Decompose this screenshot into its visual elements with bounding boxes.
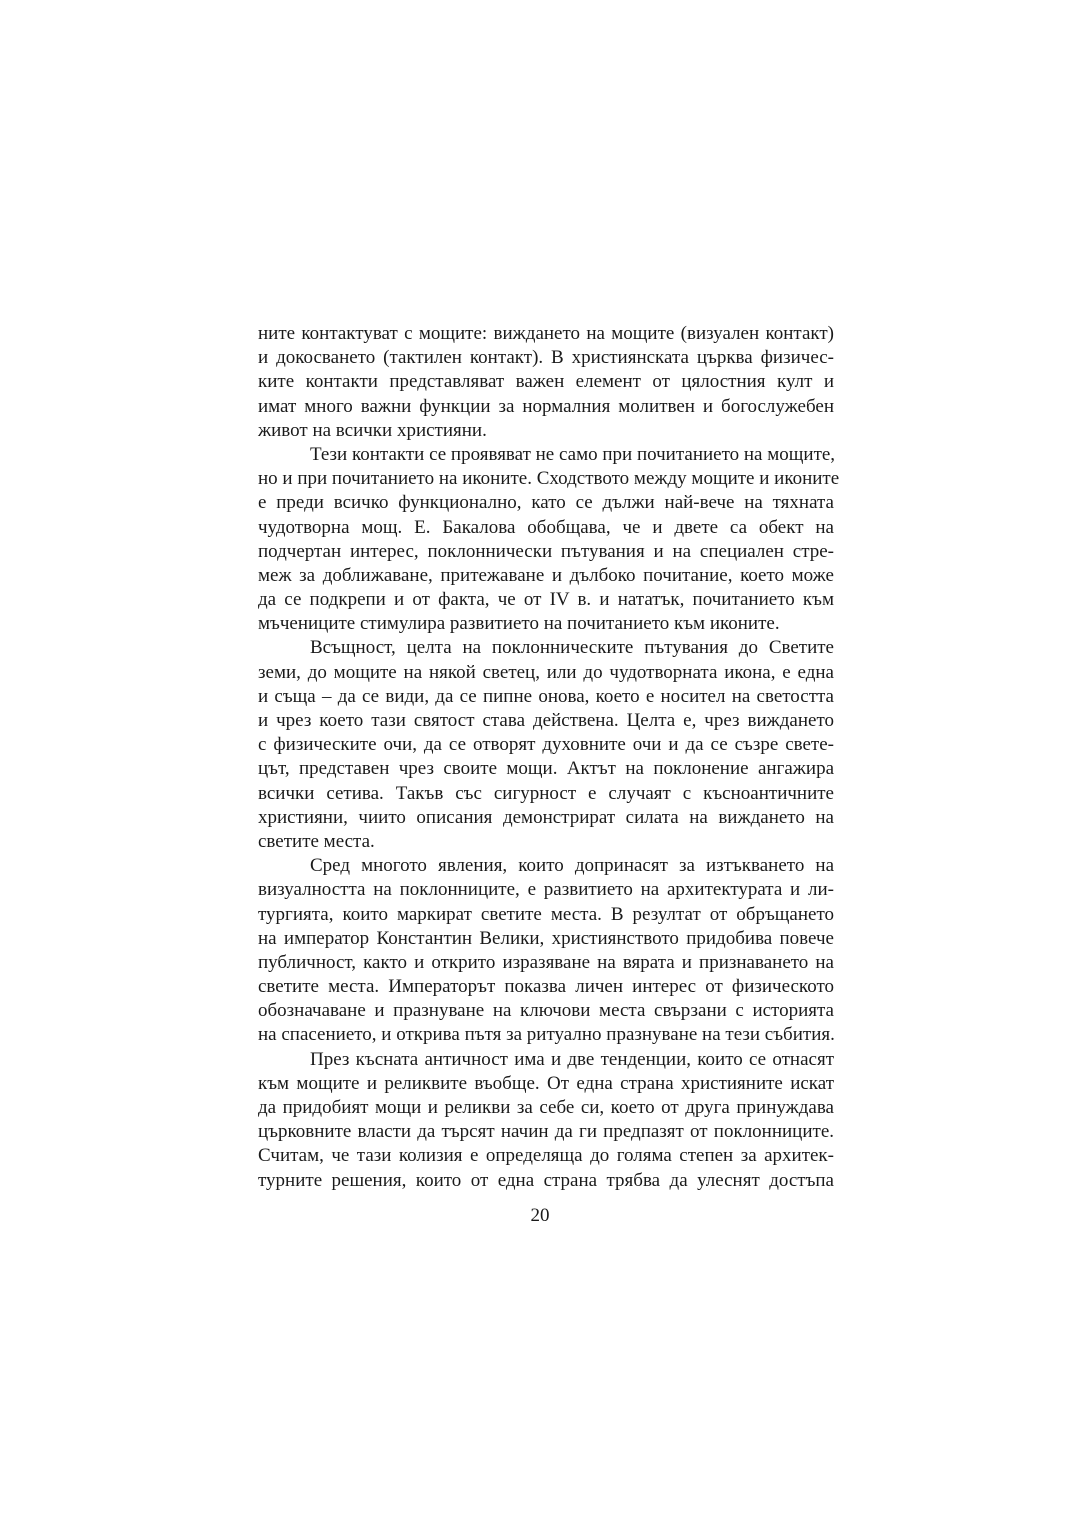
text-line: меж за доближаване, притежаване и дълбоко почитание, което може [258,564,834,586]
text-line: Тези контакти се проявяват не само при почитанието на мощите, [310,443,836,465]
text-line: Считам, че тази колизия е определяща до голяма степен за архитек- [258,1145,834,1167]
text-line: имат много важни функции за нормалния молитвен и богослужебен [258,395,834,417]
paragraph [258,854,834,1048]
text-line: публичност, както и открито изразяване на вярата и признаването на [258,951,834,973]
text-line: и докосването (тактилен контакт). В християнската църква физичес- [258,347,834,369]
text-line: да се подкрепи и от факта, че от IV в. и нататък, почитанието към [258,589,834,611]
text-line: обозначаване и празнуване на ключови места свързани с историята [258,1000,834,1022]
text-line: да придобият мощи и реликви за себе си, което от друга принуждава [258,1097,834,1118]
text-line: цът, представен чрез своите мощи. Актът на поклонение ангажира [258,758,834,780]
text-line: През късната античност има и две тенденции, които се отнасят [310,1048,834,1070]
paragraph [258,1048,834,1193]
body-text [258,322,840,1193]
text-line: с физическите очи, да се отворят духовните очи и да се съзре свете- [258,734,834,756]
text-line: но и при почитанието на иконите. Сходството между мощите и иконите [258,468,840,490]
text-line: и съща – да се види, да се пипне онова, което е носител на светостта [258,685,834,707]
text-line: ките контакти представляват важен елемент от цялостния култ и [258,371,834,393]
text-line: мъчениците стимулира развитието на почитанието към иконите. [258,613,780,635]
text-line: Сред многото явления, които допринасят за изтъкването на [310,855,834,877]
text-line: и чрез което тази святост става действена. Целта е, чрез виждането [258,710,834,731]
text-line: светите места. Императорът показва личен интерес от физическото [258,976,834,998]
text-line: християни, чиито описания демонстрират силата на виждането на [258,806,834,828]
text-line: Всъщност, целта на поклонническите пътувания до Светите [310,637,834,659]
text-line: църковните власти да търсят начин да ги предпазят от поклонниците. [258,1121,834,1143]
text-line: подчертан интерес, поклоннически пътувания и на специален стре- [258,540,834,562]
text-line: ните контактуват с мощите: виждането на мощите (визуален контакт) [258,323,834,344]
text-line: чудотворна мощ. Е. Бакалова обобщава, че и двете са обект на [258,516,834,538]
text-line: е преди всичко функционално, като се дължи най-вече на тяхната [258,492,834,514]
paragraph [258,636,834,854]
text-line: визуалността на поклонниците, е развитието на архитектурата и ли- [258,879,834,901]
text-line: на император Константин Велики, християнството придобива повече [258,927,834,949]
text-line: турните решения, които от една страна трябва да улеснят достъпа [258,1169,834,1191]
text-line: всички сетива. Такъв със сигурност е случаят с късноантичните [258,782,834,804]
page-number: 20 [530,1205,550,1226]
paragraph [258,322,834,443]
paragraph [258,443,840,637]
text-line: тургията, които маркират светите места. В резултат от обръщането [258,903,834,925]
text-line: светите места. [258,830,375,852]
text-line: на спасението, и открива пътя за ритуално празнуване на тези събития. [258,1024,835,1046]
text-line: към мощите и реликвите въобще. От една страна християните искат [258,1072,834,1094]
text-line: земи, до мощите на някой светец, или до чудотворната икона, е една [258,661,834,683]
text-line: живот на всички християни. [258,419,487,441]
